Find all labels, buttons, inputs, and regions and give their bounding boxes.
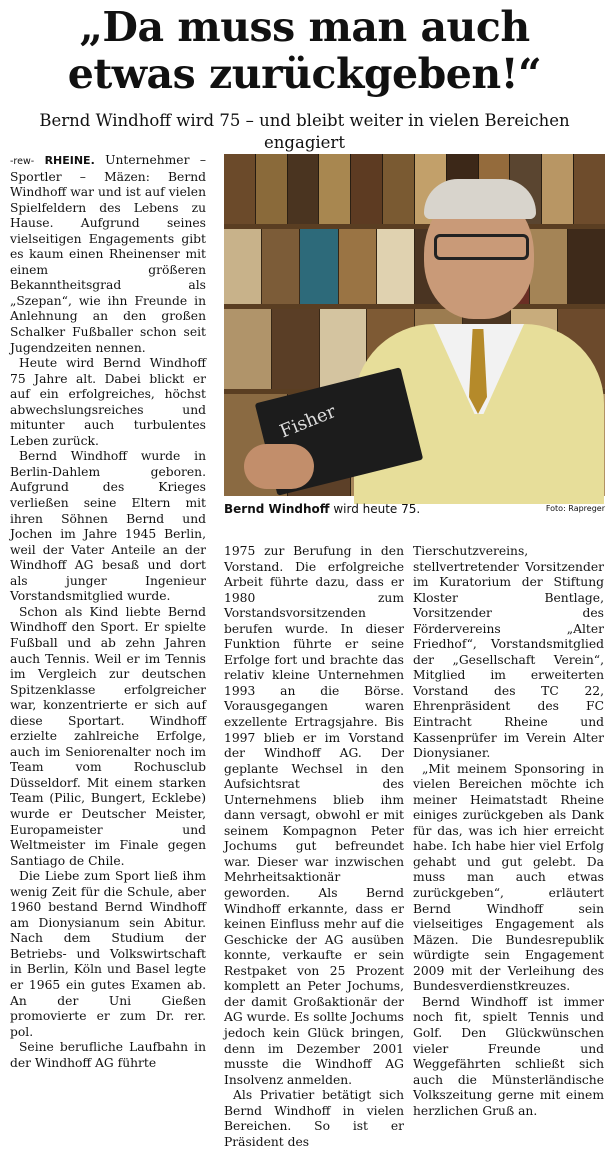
article-column-3	[413, 544, 604, 1118]
article-paragraph: Als Privatier betätigt sich Bernd Windhoff in vielen Bereichen. So ist er Präsident des	[224, 1088, 404, 1149]
headline-line-2: etwas zurückgeben!“	[67, 50, 542, 98]
article-paragraph: Die Liebe zum Sport ließ ihm wenig Zeit für die Schule, aber 1960 bestand Bernd Windhoff am Dionysianum sein Abitur. Nach dem Studium der Betriebs- und Volkswirtschaft in Berlin, Köln und Basel legte er 1965 ein gutes Examen ab. An der Uni Gießen promovierte er zum Dr. rer. pol.	[10, 869, 206, 1039]
article-paragraph: Heute wird Bernd Windhoff 75 Jahre alt. Dabei blickt er auf ein erfolgreiches, höchst abwechslungsreiches und mitunter auch turbulentes Leben zurück.	[10, 356, 206, 448]
article-paragraph: -rew- RHEINE. Unternehmer – Sportler – Mäzen: Bernd Windhoff war und ist auf vielen Spielfeldern des Lebens zu Hause. Aufgrund seines vielseitigen Engagements gibt es kaum einen Rheinenser mit einem größeren Bekanntheitsgrad als „Szepan“, wie ihn Freunde in Anlehnung an den großen Schalker Fußballer schon seit Jugendzeiten nennen.	[10, 153, 206, 355]
person-glasses	[434, 234, 529, 260]
headline-line-1: „Da muss man auch	[79, 3, 530, 51]
article-paragraph: 1975 zur Berufung in den Vorstand. Die erfolgreiche Arbeit führte dazu, dass er 1980 zum Vorstandsvorsitzenden berufen wurde. In dieser Funktion führte er seine Erfolge fort und brachte das relativ kleine Unternehmen 1993 an die Börse. Vorausgegangen waren exzellente Ertragsjahre. Bis 1997 blieb er im Vorstand der Windhoff AG. Der geplante Wechsel in den Aufsichtsrat des Unternehmens blieb ihm dann versagt, obwohl er mit seinem Kompagnon Peter Jochums gut befreundet war. Dieser war inzwischen Mehrheitsaktionär geworden. Als Bernd Windhoff erkannte, dass er keinen Einfluss mehr auf die Geschicke der AG ausüben konnte, verkaufte er sein Restpaket von 25 Prozent komplett an Peter Jochums, der damit Großaktionär der AG wurde. Es sollte Jochums jedoch kein Glück bringen, denn im Dezember 2001 musste die Windhoff AG Insolvenz anmelden.	[224, 544, 404, 1087]
portrait-photo	[224, 154, 605, 496]
article-paragraph: Seine berufliche Laufbahn in der Windhoff AG führte	[10, 1040, 206, 1070]
article-paragraph: Tierschutzvereins, stellvertretender Vorsitzender im Kuratorium der Stiftung Kloster Bentlage, Vorsitzender des Fördervereins „Alter Friedhof“, Vorstandsmitglied der „Gesellschaft Verein“, Mitglied im erweiterten Vorstand des TC 22, Ehrenpräsident des FC Eintracht Rheine und Kassenprüfer im Verein Alter Dionysianer.	[413, 544, 604, 761]
article-headline	[0, 4, 609, 98]
dateline-location: RHEINE.	[44, 154, 95, 167]
author-kicker: -rew-	[10, 156, 35, 167]
article-column-1	[10, 153, 206, 1115]
article-column-2	[224, 544, 404, 1149]
article-subheadline: Bernd Windhoff wird 75 – und bleibt weiter in vielen Bereichen engagiert	[39, 111, 570, 152]
article-paragraph: Schon als Kind liebte Bernd Windhoff den Sport. Er spielte Fußball und ab zehn Jahren auch Tennis. Weil er im Tennis im Vergleich zur deutschen Spitzenklasse erfolgreicher war, konzentrierte er sich auf diese Sportart. Windhoff erzielte zahlreiche Erfolge, auch im Seniorenalter noch im Team vom Rochusclub Düsseldorf. Mit einem starken Team (Pilic, Bungert, Ecklebe) wurde er Deutscher Meister, Europameister und Weltmeister im Finale gegen Santiago de Chile.	[10, 604, 206, 868]
bookshelf-row	[224, 229, 605, 304]
caption-name: Bernd Windhoff	[224, 502, 330, 516]
article-paragraph: Bernd Windhoff wurde in Berlin-Dahlem geboren. Aufgrund des Krieges verließen seine Eltern mit ihren Söhnen Bernd und Jochen im Jahre 1945 Berlin, weil der Vater Anteile an der Windhoff AG besaß und dort als junger Ingenieur Vorstandsmitglied wurde.	[10, 449, 206, 604]
caption-text: wird heute 75.	[329, 502, 421, 516]
photo-credit: Foto: Rapreger	[545, 504, 605, 513]
person-hair	[424, 179, 536, 219]
article-paragraph: Bernd Windhoff ist immer noch fit, spielt Tennis und Golf. Den Glückwünschen vieler Freunde und Weggefährten schließt sich auch die Münsterländische Volkszeitung gerne mit einem herzlichen Gruß an.	[413, 994, 604, 1118]
article-paragraph: „Mit meinem Sponsoring in vielen Bereichen möchte ich meiner Heimatstadt Rheine einiges zurückgeben als Dank für das, was ich hier erreicht habe. Ich habe hier viel Erfolg gehabt und gut gelebt. Da muss man auch etwas zurückgeben“, erläutert Bernd Windhoff sein vielseitiges Engagement als Mäzen. Die Bundesrepublik würdigte sein Engagement 2009 mit der Verleihung des Bundesverdienstkreuzes.	[413, 761, 604, 994]
bookshelf-row	[224, 154, 605, 224]
book-title: Fisher	[276, 401, 339, 443]
person-hand	[244, 444, 314, 489]
